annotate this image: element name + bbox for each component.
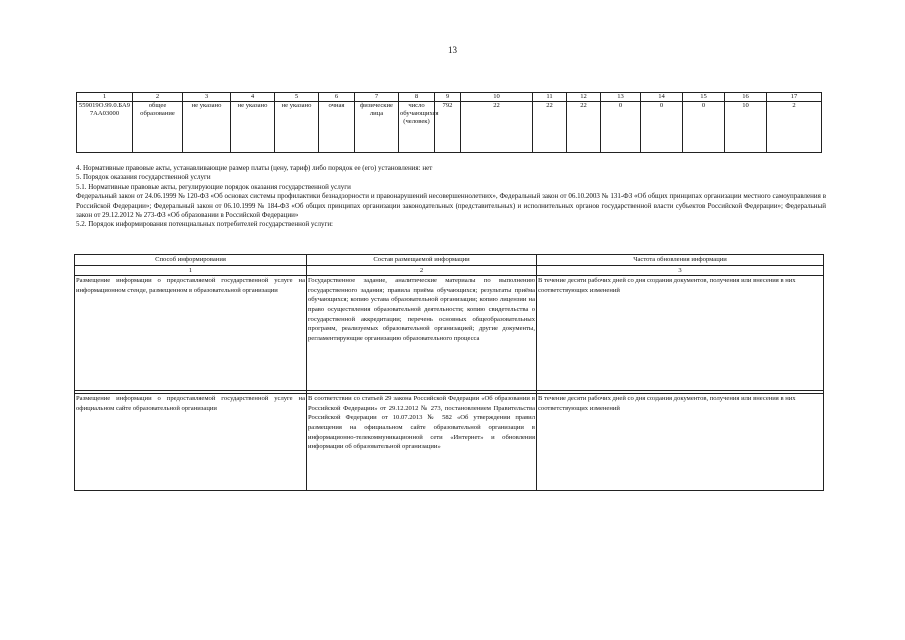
header-cell: 9 [435,93,461,102]
content-cell: В соответствии со статьей 29 закона Российской Федерации «Об образовании в Российской Федерации» от 29.12.2012 № 273, постановлением Правительства Российской Федерации от 10.07.2013 № 582 «Об утверждении правил размещения на официальном сайте образовательной организации в информационно-телекоммуникационной сети «Интернет» и обновления информации об образовательной организации» [307,394,537,491]
number-cell: 3 [537,265,824,276]
table-cell: 22 [567,102,601,153]
header-cell: 13 [601,93,641,102]
informing-table [74,254,824,491]
header-cell: 8 [399,93,435,102]
header-cell: 3 [183,93,231,102]
table-header-row [77,93,822,102]
header-cell: 6 [319,93,355,102]
table-cell: 0 [641,102,683,153]
method-cell: Размещение информации о предоставляемой государственной услуге на информационном стенде, размещенном в образовательной организации [75,276,307,391]
table-cell: физические лица [355,102,399,153]
table-cell: 0 [683,102,725,153]
frequency-cell: В течение десяти рабочих дней со дня создания документов, получения или внесения в них соответствующих изменений [537,276,824,391]
header-cell: 2 [133,93,183,102]
paragraph-acts-list: Федеральный закон от 24.06.1999 № 120-ФЗ «Об основах системы профилактики безнадзорности и правонарушений несовершеннолетних», Федеральный закон от 06.10.2003 № 131-ФЗ «Об общих принципах организации местного самоуправления в Российской Федерации»; Федеральный закон от 06.10.1999 № 184-ФЗ «Об общих принципах организации законодательных (представительных) и исполнительных органов государственной власти субъектов Российской Федерации»; Федеральный закон от 29.12.2012 № 273-ФЗ «Об образовании в Российской Федерации» [76,192,826,220]
table-cell: не указано [275,102,319,153]
paragraph-procedure: 5. Порядок оказания государственной услуги [76,173,211,182]
table-cell: не указано [183,102,231,153]
number-cell: 1 [75,265,307,276]
header-cell: 5 [275,93,319,102]
page-number: 13 [448,45,457,55]
table-row [75,276,824,391]
table-cell: не указано [231,102,275,153]
header-cell: 14 [641,93,683,102]
table-cell: 2 [767,102,822,153]
table-cell: 22 [533,102,567,153]
body-text [76,164,826,230]
paragraph-fees: 4. Нормативные правовые акты, устанавливающие размер платы (цену, тариф) либо порядок ее (его) установления: нет [76,164,433,172]
header-cell: Состав размещаемой информации [307,255,537,266]
table-cell: число обучающихся (человек) [399,102,435,153]
header-cell: 11 [533,93,567,102]
method-cell: Размещение информации о предоставляемой государственной услуге на официальном сайте образовательной организации [75,394,307,491]
header-cell: 12 [567,93,601,102]
table-cell: 559019O.99.0.БА97АА03000 [77,102,133,153]
number-cell: 2 [307,265,537,276]
table-cell: общее образование [133,102,183,153]
table-number-row [75,265,824,276]
content-cell: Государственное задание, аналитические материалы по выполнению государственного задания; правила приёма обучающихся; результаты приёма обучающихся; копию устава образовательной организации; копию лицензии на право осуществления образовательной деятельности; копию свидетельства о государственной аккредитации; перечень основных общеобразовательных программ, реализуемых образовательной организацией; другие документы, регламентирующие организацию образовательного процесса [307,276,537,391]
indicators-table [76,92,822,153]
header-cell: 7 [355,93,399,102]
table-header-row [75,255,824,266]
header-cell: Частота обновления информации [537,255,824,266]
frequency-cell: В течение десяти рабочих дней со дня создания документов, получения или внесения в них соответствующих изменений [537,394,824,491]
header-cell: Способ информирования [75,255,307,266]
table-cell: очная [319,102,355,153]
table-cell: 10 [725,102,767,153]
paragraph-informing: 5.2. Порядок информирования потенциальных потребителей государственной услуги: [76,220,334,229]
header-cell: 1 [77,93,133,102]
header-cell: 16 [725,93,767,102]
table-row [75,394,824,491]
header-cell: 17 [767,93,822,102]
header-cell: 4 [231,93,275,102]
table-cell: 0 [601,102,641,153]
table-cell: 22 [461,102,533,153]
header-cell: 15 [683,93,725,102]
paragraph-acts-heading: 5.1. Нормативные правовые акты, регулирующие порядок оказания государственной услуги [76,182,351,191]
table-cell: 792 [435,102,461,153]
header-cell: 10 [461,93,533,102]
table-row [77,102,822,153]
